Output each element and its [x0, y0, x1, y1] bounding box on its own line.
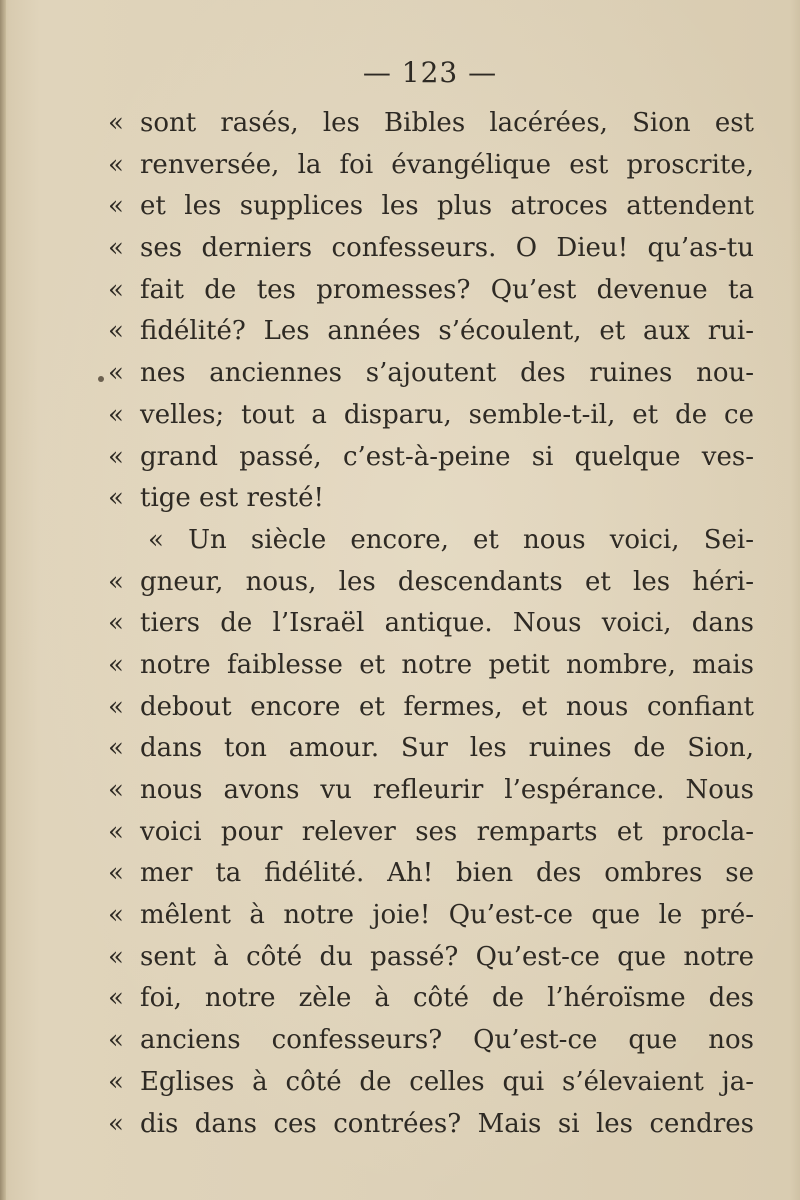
guillemet-mark: «: [108, 441, 124, 472]
line-text: voici pour relever ses remparts et procla-: [140, 816, 754, 847]
text-line: [108, 353, 758, 395]
line-text: ses derniers confesseurs. O Dieu! qu’as-tu: [140, 233, 754, 264]
guillemet-mark: «: [108, 566, 124, 597]
guillemet-mark: «: [108, 191, 124, 222]
text-line: [108, 186, 758, 228]
text-line: [108, 603, 758, 645]
guillemet-mark: «: [108, 649, 124, 680]
text-line: [108, 645, 758, 687]
line-text: anciens confesseurs? Qu’est-ce que nos: [140, 1025, 754, 1056]
text-line: [108, 228, 758, 270]
text-line: [108, 562, 758, 604]
guillemet-mark: «: [108, 775, 124, 805]
line-text: debout encore et fermes, et nous confiant: [140, 691, 754, 722]
line-text: nous avons vu refleurir l’espérance. Nous: [140, 775, 754, 805]
line-text: velles; tout a disparu, semble-t-il, et de ce: [140, 399, 754, 430]
line-text: notre faiblesse et notre petit nombre, mais: [140, 649, 754, 680]
text-line: [108, 145, 758, 187]
binding-edge: [0, 0, 6, 1200]
text-line: [108, 853, 758, 895]
ink-speck: [98, 376, 104, 382]
guillemet-mark: «: [108, 733, 124, 764]
line-text: tiers de l’Israël antique. Nous voici, dans: [140, 608, 754, 639]
text-line: [108, 103, 758, 145]
text-line: [108, 311, 758, 353]
line-text: renversée, la foi évangélique est proscrite,: [140, 149, 754, 180]
text-line: [108, 395, 758, 437]
line-text: nes anciennes s’ajoutent des ruines nou-: [140, 358, 754, 389]
line-text: et les supplices les plus atroces attendent: [140, 191, 754, 222]
guillemet-mark: «: [108, 233, 124, 264]
line-text: dans ton amour. Sur les ruines de Sion,: [140, 733, 754, 764]
text-line: [108, 1104, 758, 1146]
line-text: tige est resté!: [140, 483, 324, 514]
text-line: [108, 895, 758, 937]
line-text: fait de tes promesses? Qu’est devenue ta: [140, 274, 754, 305]
guillemet-mark: «: [108, 108, 124, 138]
guillemet-mark: «: [108, 941, 124, 972]
text-line: [108, 812, 758, 854]
guillemet-mark: «: [108, 608, 124, 639]
body-text: [108, 103, 758, 1145]
line-text: dis dans ces contrées? Mais si les cendres: [140, 1108, 754, 1139]
guillemet-mark: «: [108, 483, 124, 514]
guillemet-mark: «: [108, 691, 124, 722]
line-text: foi, notre zèle à côté de l’héroïsme des: [140, 983, 754, 1014]
text-line: [108, 978, 758, 1020]
line-text: grand passé, c’est-à-peine si quelque ves-: [140, 441, 754, 472]
line-text: gneur, nous, les descendants et les héri-: [140, 566, 754, 597]
text-line: [108, 270, 758, 312]
guillemet-mark: «: [108, 816, 124, 847]
guillemet-mark: «: [108, 983, 124, 1014]
guillemet-mark: «: [108, 1025, 124, 1056]
guillemet-mark: «: [108, 316, 124, 347]
page-number: — 123 —: [362, 56, 498, 89]
guillemet-mark: «: [108, 399, 124, 430]
guillemet-mark: «: [108, 1066, 124, 1097]
text-line: [108, 1062, 758, 1104]
guillemet-mark: «: [108, 149, 124, 180]
guillemet-mark: «: [108, 900, 124, 931]
text-line: [108, 937, 758, 979]
text-line: [108, 770, 758, 812]
text-line: [108, 687, 758, 729]
line-text: mêlent à notre joie! Qu’est-ce que le pré-: [140, 900, 754, 931]
guillemet-mark: «: [108, 274, 124, 305]
text-line: [108, 478, 758, 520]
guillemet-mark: «: [108, 358, 124, 389]
text-line-paragraph-start: [108, 520, 758, 562]
text-line: [108, 437, 758, 479]
line-text: sont rasés, les Bibles lacérées, Sion est: [140, 108, 754, 138]
text-line: [108, 728, 758, 770]
text-line: [108, 1020, 758, 1062]
guillemet-mark: «: [108, 1108, 124, 1139]
line-text: fidélité? Les années s’écoulent, et aux rui-: [140, 316, 754, 347]
line-text: « Un siècle encore, et nous voici, Sei-: [148, 524, 754, 555]
line-text: Eglises à côté de celles qui s’élevaient ja-: [140, 1066, 754, 1097]
line-text: sent à côté du passé? Qu’est-ce que notre: [140, 941, 754, 972]
guillemet-mark: «: [108, 858, 124, 889]
line-text: mer ta fidélité. Ah! bien des ombres se: [140, 858, 754, 889]
